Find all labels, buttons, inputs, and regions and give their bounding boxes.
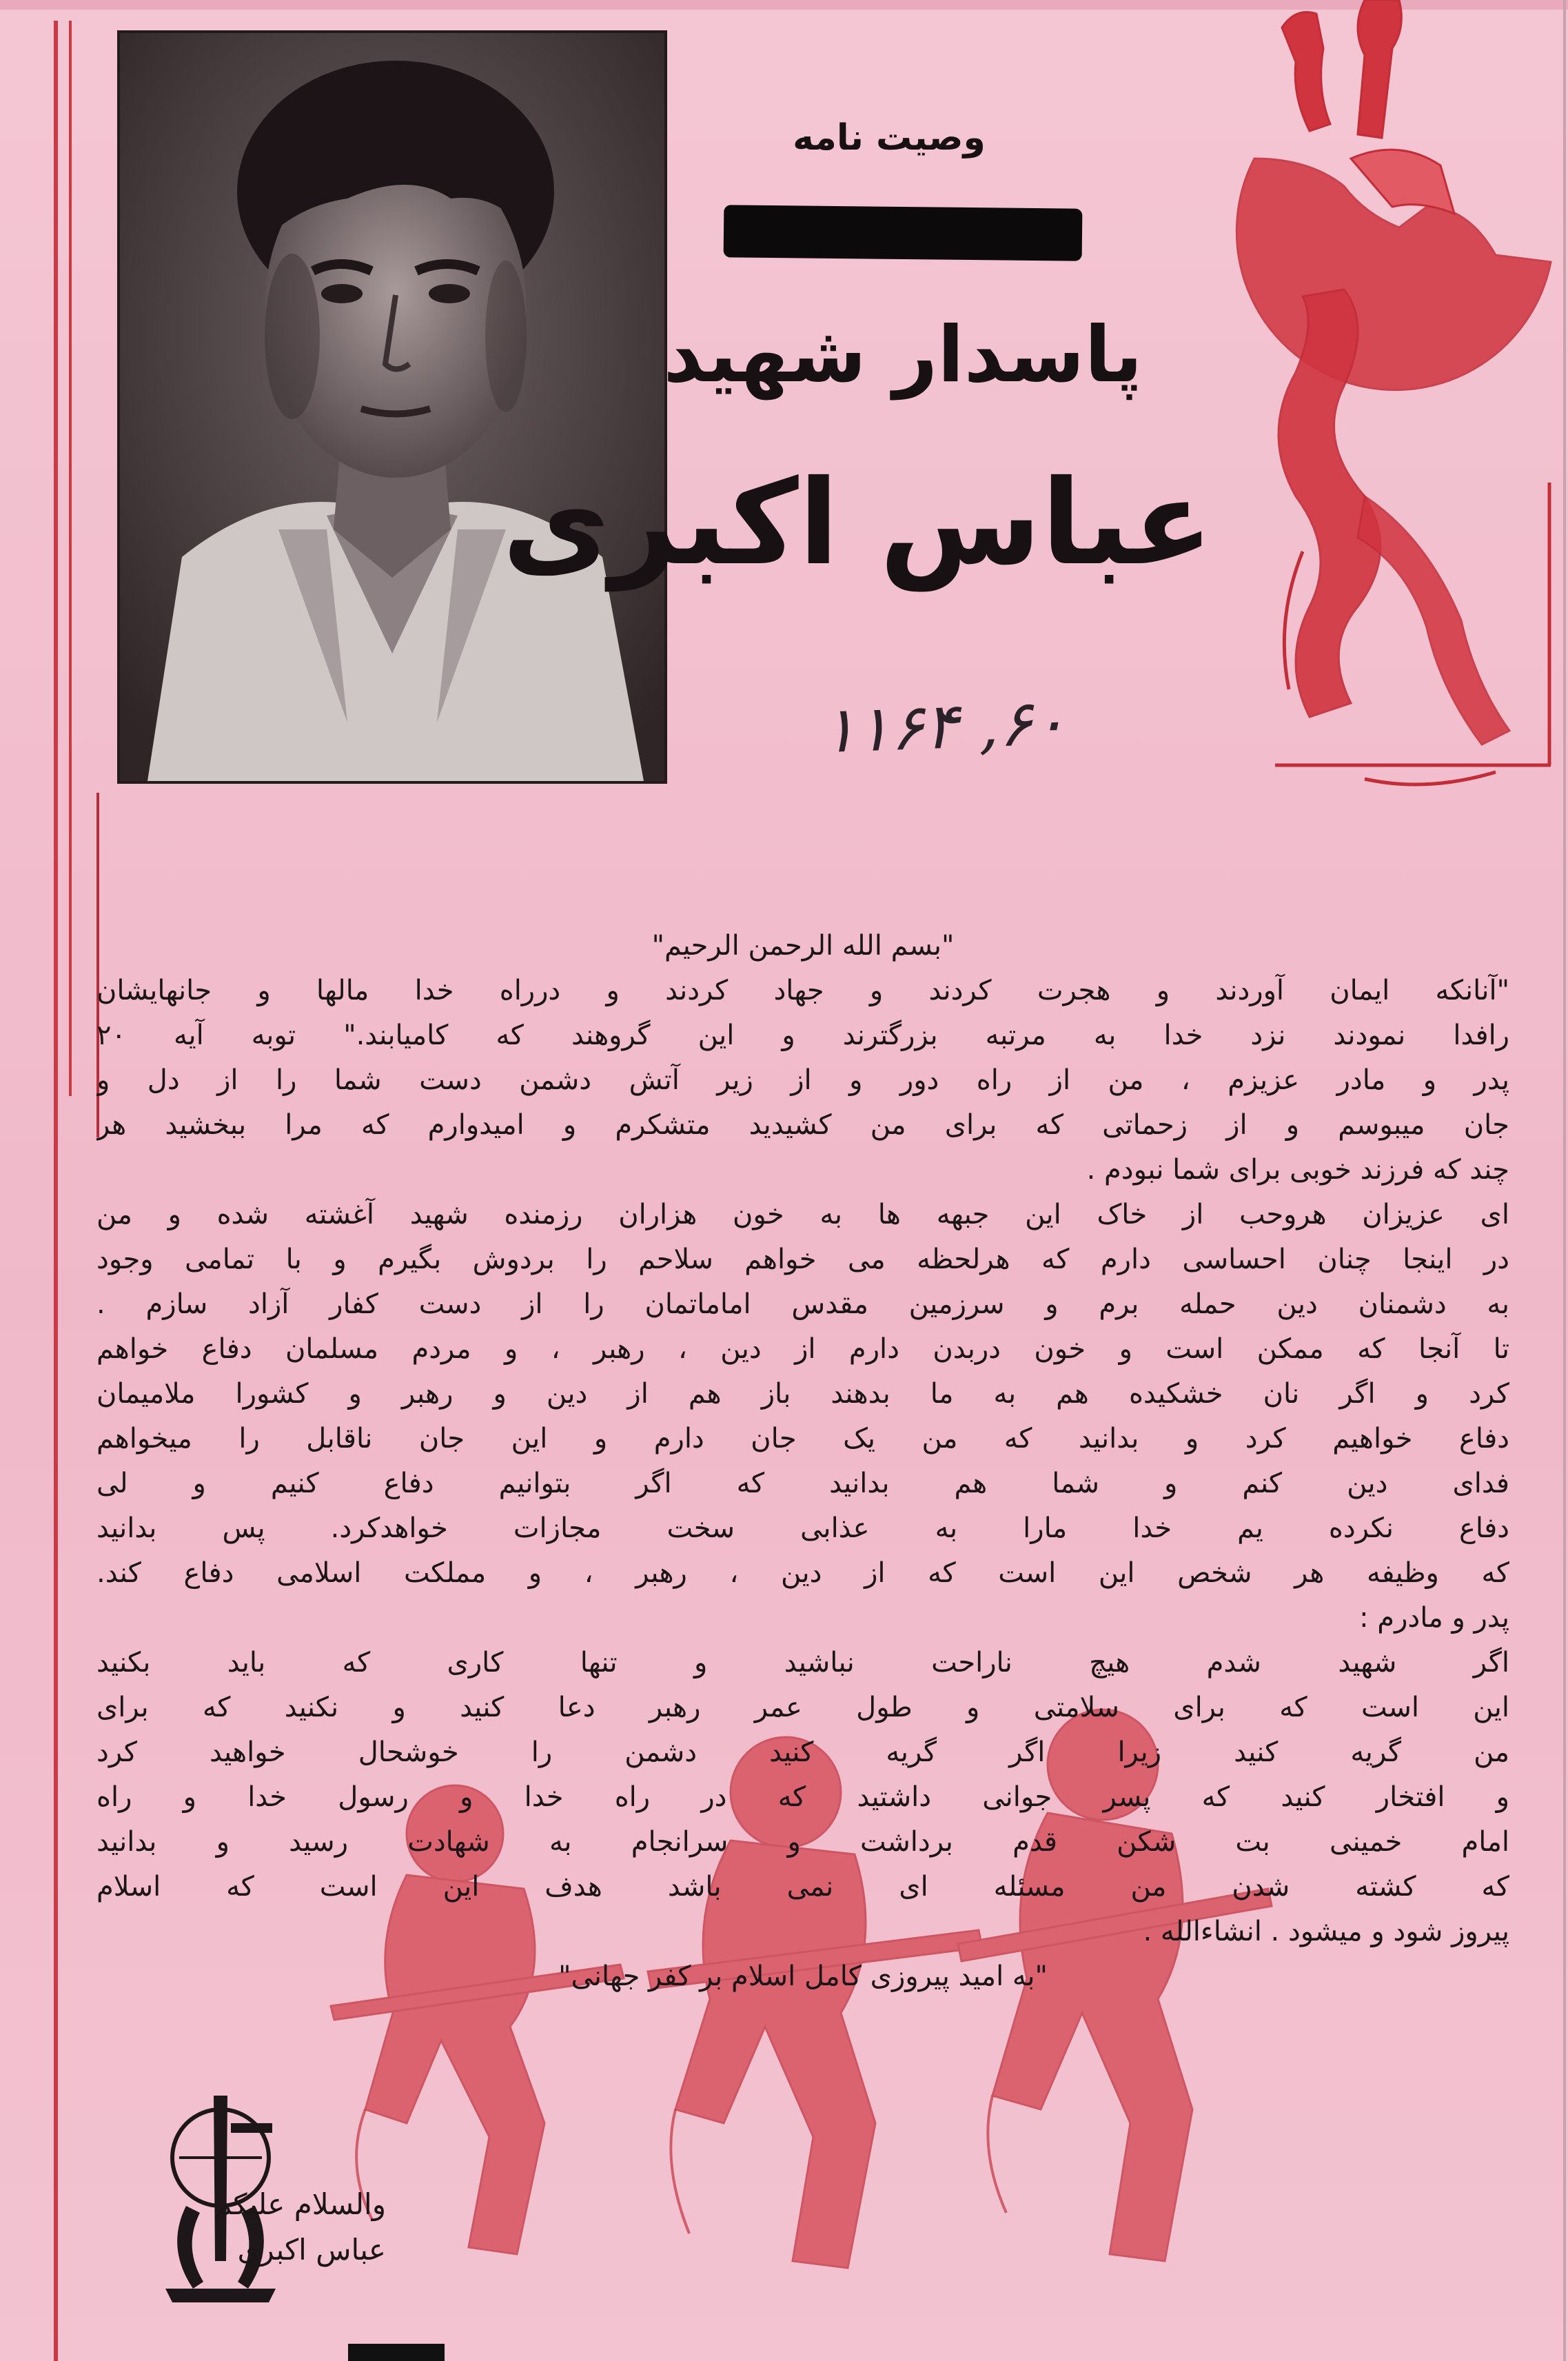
- text-line: چند که فرزند خوبی برای شما نبودم .: [1086, 1154, 1509, 1186]
- red-figure-globe-illustration: [1137, 0, 1565, 800]
- text-line: پیروز شود و میشود . انشاءالله .: [1143, 1916, 1509, 1947]
- text-line-basmala: "بسم الله الرحمن الرحیم": [651, 930, 955, 962]
- text-line: جان میبوسم و از زحماتی که برای من کشیدید متشکرم و امیدوارم که مرا ببخشید هر: [96, 1109, 1509, 1141]
- signature-name: عباس اکبری: [237, 2233, 386, 2267]
- closing-signature-block: [110, 2182, 386, 2273]
- text-line: پدر و مادر عزیزم ، من از راه دور و از زیر آتش دشمن دست شما را از دل و: [96, 1064, 1509, 1096]
- will-body-text: [96, 924, 1509, 1999]
- text-line: امام خمینی بت شکن قدم برداشت و سرانجام به شهادت رسید و بدانید: [96, 1826, 1509, 1858]
- margin-line-left-inner: [69, 21, 72, 1096]
- martyr-rank-title: پاسدار شهید: [663, 310, 1143, 400]
- text-line: تا آنجا که ممکن است و خون دربدن دارم از دین ، رهبر ، و مردم مسلمان دفاع خواهم: [96, 1333, 1509, 1365]
- redaction-bottom: [348, 2344, 445, 2361]
- text-line: دفاع خواهیم کرد و بدانید که من یک جان دارم و این جان ناقابل را میخواهم: [96, 1423, 1509, 1455]
- text-line: ای عزیزان هروحب از خاک این جبهه ها به خون هزاران رزمنده شهید آغشته شده و من: [96, 1199, 1509, 1230]
- text-line: به دشمنان دین حمله برم و سرزمین مقدس اماماتمان را از دست کفار آزاد سازم .: [96, 1288, 1509, 1320]
- text-line-closing-slogan: "به امید پیروزی کامل اسلام بر کفر جهانی": [558, 1960, 1048, 1992]
- will-title: وصیت نامه: [793, 117, 986, 159]
- text-line: که کشته شدن من مسئله ای نمی باشد هدف این است که اسلام: [96, 1871, 1509, 1903]
- margin-line-left-outer: [54, 21, 58, 2361]
- closing-salutation: والسلام علیکم: [214, 2187, 386, 2221]
- text-line: رافدا نمودند نزد خدا به مرتبه بزرگترند و این گروهند که کامیابند." توبه آیه ۲۰: [96, 1020, 1509, 1051]
- redaction-bar: [724, 205, 1083, 261]
- martyr-portrait-photo: [117, 30, 667, 784]
- text-line: دفاع نکرده یم خدا مارا به عذابی سخت مجازات خواهدکرد. پس بدانید: [96, 1512, 1509, 1544]
- text-line: پدر و مادرم :: [1359, 1602, 1509, 1634]
- text-line: که وظیفه هر شخص این است که از دین ، رهبر ، و مملکت اسلامی دفاع کند.: [96, 1557, 1509, 1589]
- portrait-illustration: [120, 33, 664, 781]
- text-line: فدای دین کنم و شما هم بدانید که اگر بتوانیم دفاع کنیم و لی: [96, 1468, 1509, 1499]
- text-line: کرد و اگر نان خشکیده هم به ما بدهند باز هم از دین و رهبر و کشورا ملامیمان: [96, 1378, 1509, 1410]
- handwritten-archive-number: ۱۱۶۴ ,۶۰: [820, 685, 1068, 768]
- text-line: این است که برای سلامتی و طول عمر رهبر دعا کنید و نکنید که برای: [96, 1692, 1509, 1723]
- text-line: و افتخار کنید که پسر جوانی داشتید که در راه خدا و رسول خدا و راه: [96, 1781, 1509, 1813]
- martyr-name-title: عباس اکبری: [502, 455, 1213, 591]
- text-line: من گریه کنید زیرا اگر گریه کنید دشمن را خوشحال خواهید کرد: [96, 1736, 1509, 1768]
- text-line: "آنانکه ایمان آوردند و هجرت کردند و جهاد کردند و درراه خدا مالها و جانهایشان: [96, 975, 1509, 1006]
- text-line: در اینجا چنان احساسی دارم که هرلحظه می خواهم سلاحم را بردوش بگیرم و با تمامی وجود: [96, 1244, 1509, 1275]
- text-line: اگر شهید شدم هیچ ناراحت نباشید و تنها کاری که باید بکنید: [96, 1647, 1509, 1679]
